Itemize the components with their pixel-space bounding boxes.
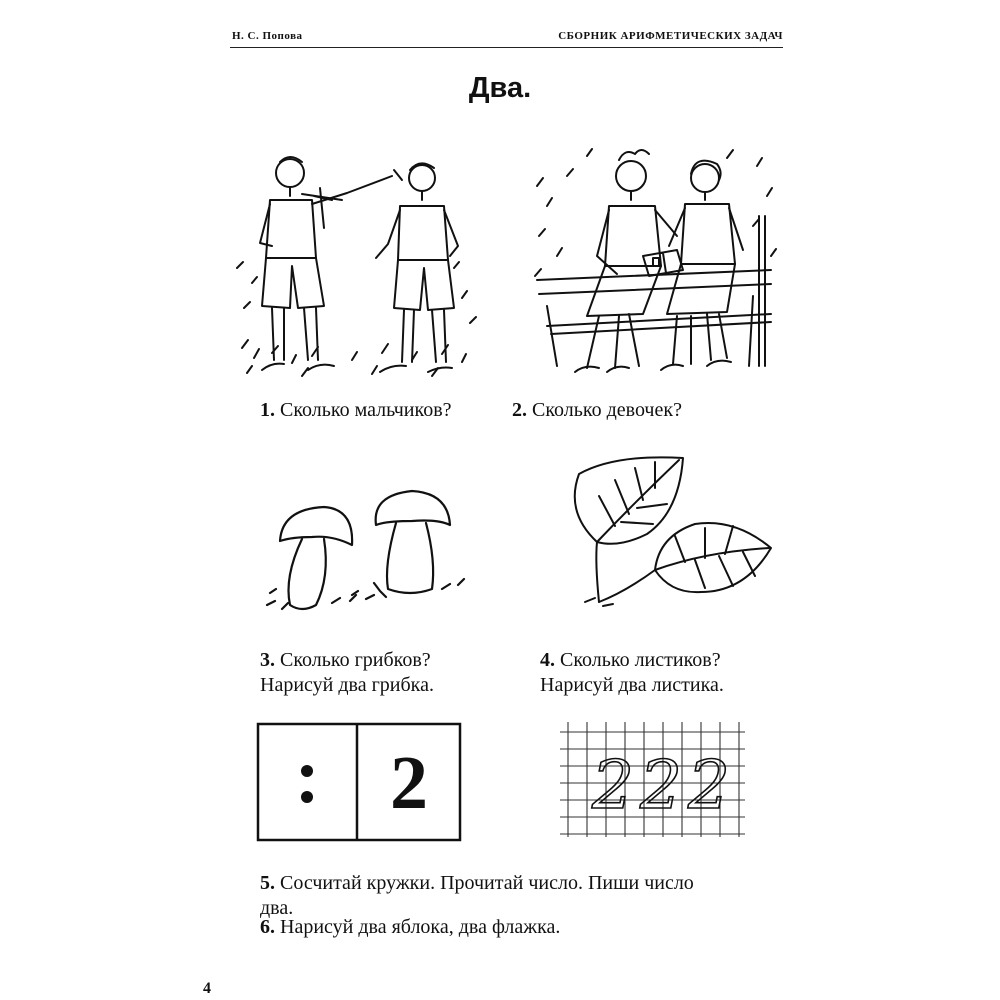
question-5-line-2: два. <box>260 897 294 919</box>
question-5 <box>260 871 694 921</box>
question-1 <box>260 398 452 423</box>
question-3-text: Сколько грибков? <box>280 649 431 671</box>
question-3-line-1 <box>260 648 434 673</box>
question-1-text: Сколько мальчиков? <box>280 399 452 421</box>
question-6 <box>260 915 560 940</box>
question-4-line-2: Нарисуй два листика. <box>540 674 724 696</box>
header-rule <box>230 47 783 48</box>
running-head-book-title: СБОРНИК АРИФМЕТИЧЕСКИХ ЗАДАЧ <box>558 30 783 42</box>
question-3 <box>260 648 434 698</box>
question-5-number: 5. <box>260 872 275 894</box>
handwritten-digit: 2 <box>688 747 730 824</box>
two-boys-illustration <box>232 148 482 388</box>
page-number: 4 <box>203 980 211 997</box>
handwritten-digit: 2 <box>592 747 634 824</box>
question-4-text: Сколько листиков? <box>560 649 721 671</box>
question-2-number: 2. <box>512 399 527 421</box>
question-6-number: 6. <box>260 916 275 938</box>
running-head-author: Н. С. Попова <box>232 30 303 42</box>
question-5-text: Сосчитай кружки. Прочитай число. Пиши число <box>280 872 694 894</box>
question-2-text: Сколько девочек? <box>532 399 682 421</box>
question-3-line-2: Нарисуй два грибка. <box>260 674 434 696</box>
two-girls-on-bench-illustration <box>527 146 779 386</box>
two-leaves-illustration <box>555 452 780 612</box>
dot <box>301 791 313 803</box>
number-card <box>256 722 462 842</box>
two-mushrooms-illustration <box>262 485 477 615</box>
copybook-grid <box>560 722 745 837</box>
question-6-text: Нарисуй два яблока, два флажка. <box>280 916 561 938</box>
question-4-line-1 <box>540 648 724 673</box>
dot <box>301 765 313 777</box>
number-card-digit: 2 <box>390 741 428 825</box>
question-5-line-1 <box>260 871 694 896</box>
lesson-title: Два. <box>468 72 532 104</box>
question-3-number: 3. <box>260 649 275 671</box>
question-4 <box>540 648 724 698</box>
question-2 <box>512 398 682 423</box>
question-1-number: 1. <box>260 399 275 421</box>
question-4-number: 4. <box>540 649 555 671</box>
handwritten-digit: 2 <box>640 747 682 824</box>
